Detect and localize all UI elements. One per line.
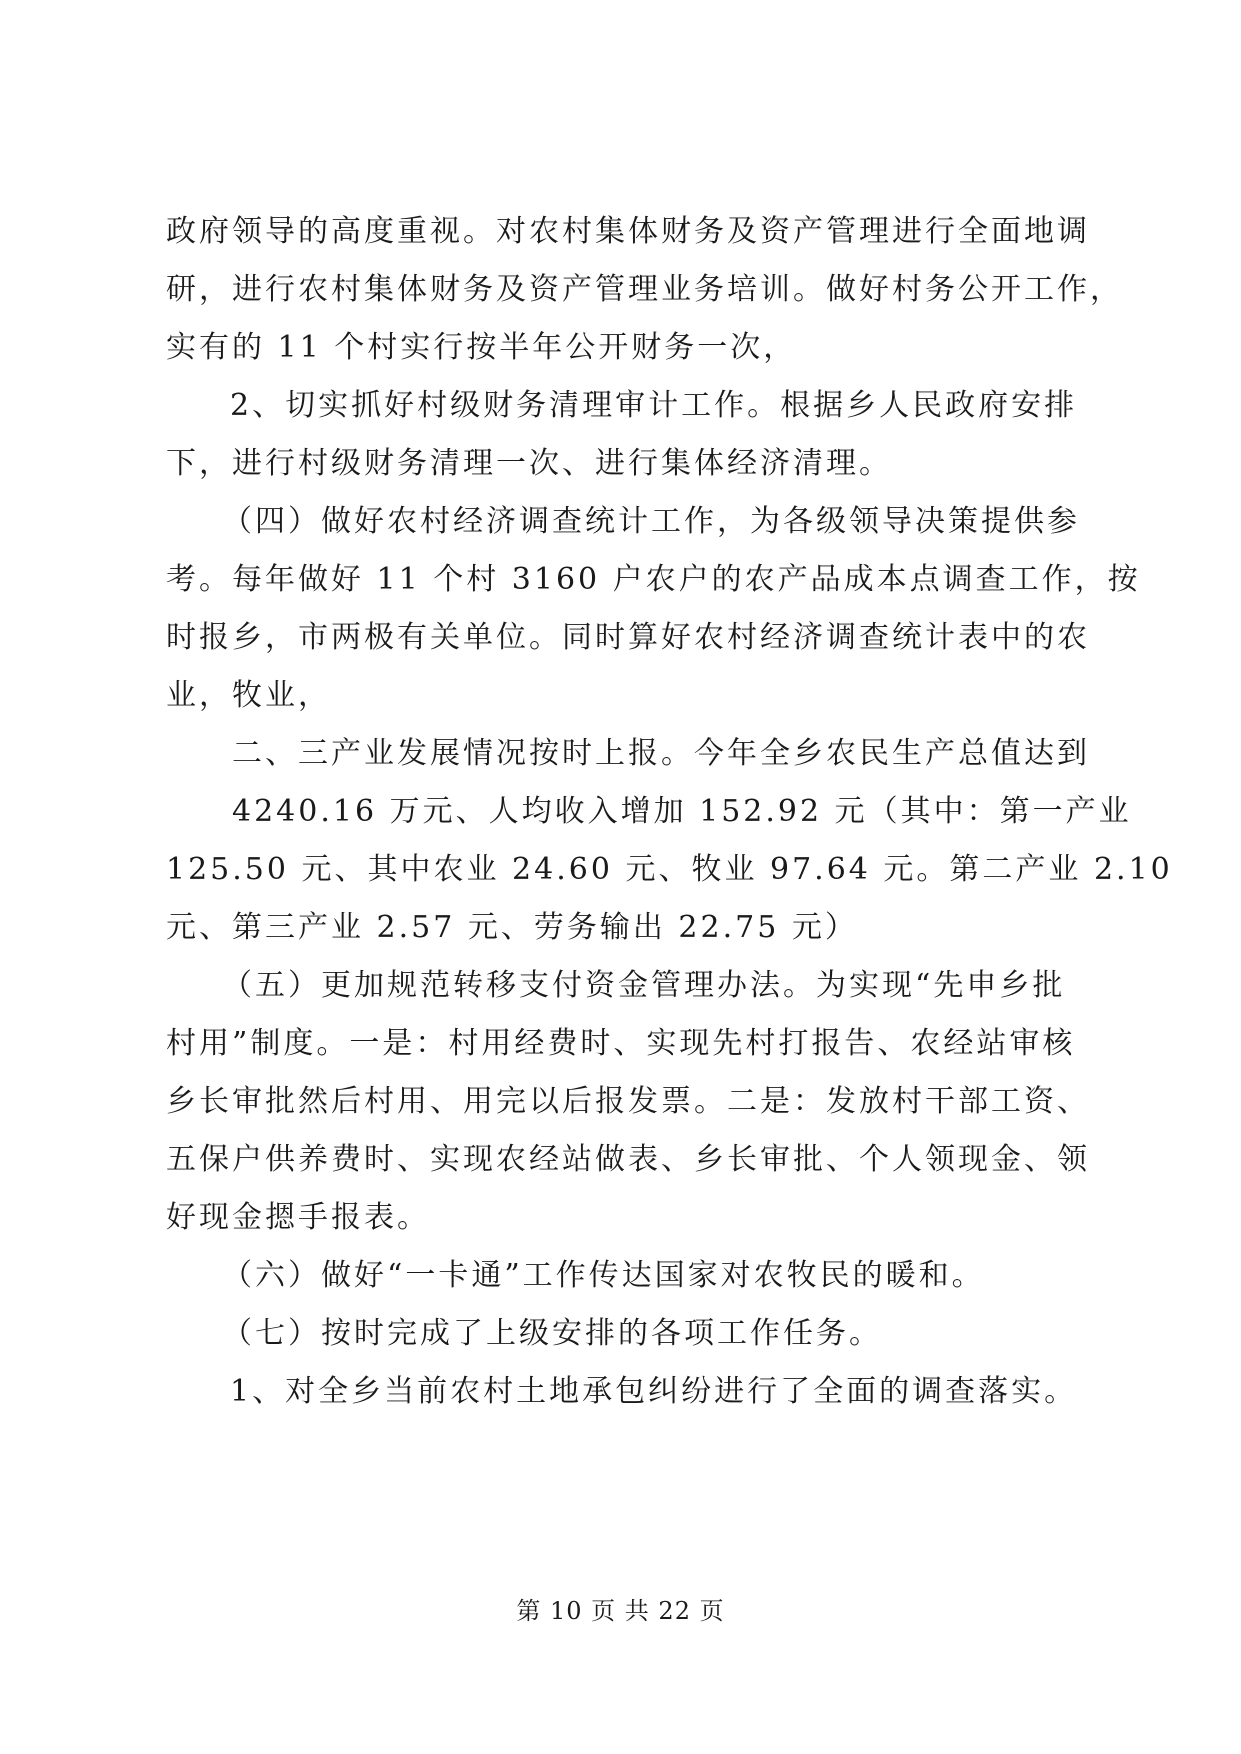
text-line: 4240.16 万元、人均收入增加 152.92 元（其中：第一产业: [232, 794, 1132, 829]
text-line: 政府领导的高度重视。对农村集体财务及资产管理进行全面地调: [166, 214, 1090, 249]
text-line: 乡长审批然后村用、用完以后报发票。二是：发放村干部工资、: [166, 1084, 1090, 1119]
text-line: 村用”制度。一是：村用经费时、实现先村打报告、农经站审核: [166, 1026, 1076, 1061]
page-number-footer: 第 10 页 共 22 页: [516, 1597, 725, 1625]
text-line: （五）更加规范转移支付资金管理办法。为实现“先申乡批: [222, 968, 1066, 1003]
text-line: 下，进行村级财务清理一次、进行集体经济清理。: [166, 446, 892, 481]
text-line: 2、切实抓好村级财务清理审计工作。根据乡人民政府安排: [230, 388, 1078, 423]
text-line: 研，进行农村集体财务及资产管理业务培训。做好村务公开工作，: [166, 272, 1123, 307]
text-line: 实有的 11 个村实行按半年公开财务一次，: [166, 330, 797, 365]
text-line: 业，牧业，: [166, 678, 331, 713]
text-line: （六）做好“一卡通”工作传达国家对农牧民的暖和。: [222, 1258, 985, 1293]
text-line: 好现金摁手报表。: [166, 1200, 430, 1235]
text-line: 125.50 元、其中农业 24.60 元、牧业 97.64 元。第二产业 2.10: [166, 852, 1173, 887]
text-line: （四）做好农村经济调查统计工作，为各级领导决策提供参: [222, 504, 1080, 539]
text-line: 五保户供养费时、实现农经站做表、乡长审批、个人领现金、领: [166, 1142, 1090, 1177]
text-line: 时报乡，市两极有关单位。同时算好农村经济调查统计表中的农: [166, 620, 1090, 655]
text-line: 1、对全乡当前农村土地承包纠纷进行了全面的调查落实。: [230, 1374, 1078, 1409]
text-line: 考。每年做好 11 个村 3160 户农户的农产品成本点调查工作，按: [166, 562, 1141, 597]
text-line: 元、第三产业 2.57 元、劳务输出 22.75 元）: [166, 910, 858, 945]
text-line: （七）按时完成了上级安排的各项工作任务。: [222, 1316, 882, 1351]
text-line: 二、三产业发展情况按时上报。今年全乡农民生产总值达到: [232, 736, 1090, 771]
